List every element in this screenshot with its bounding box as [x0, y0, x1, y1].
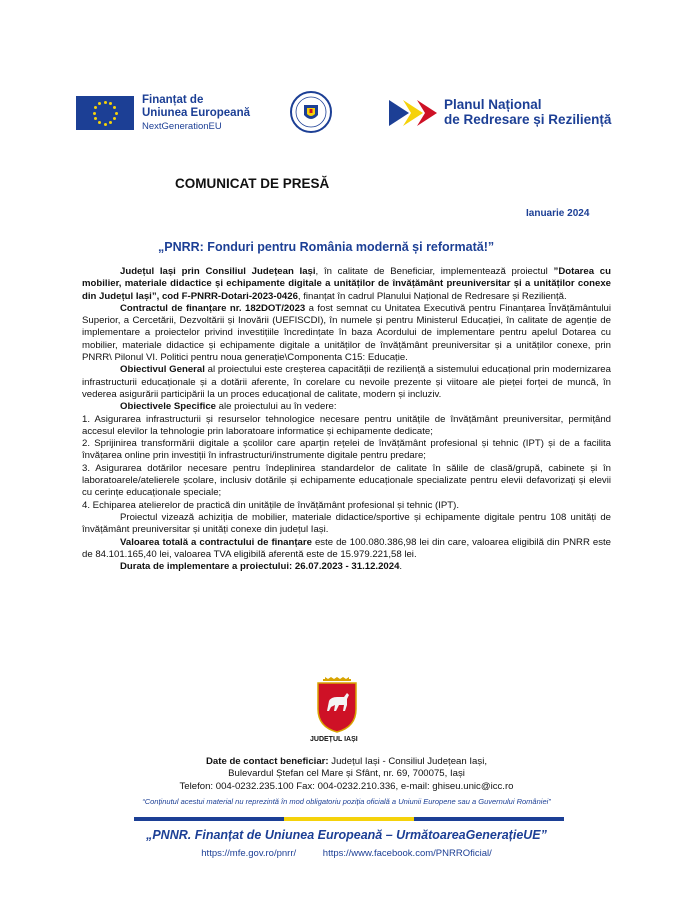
text: .: [399, 561, 403, 573]
objective-item: 1. Asigurarea infrastructurii și resurselor tehnologice necesare pentru unitățile de învățământ preuniversitar, permițând accesul elevilor la tehnologie prin laboratoare informatice și echipamente dedicate;: [82, 413, 611, 437]
document-title: COMUNICAT DE PRESĂ: [175, 176, 330, 191]
contact-line1: [82, 756, 611, 768]
bold-text: Contractul de finanțare nr. 182DOT/2023: [120, 302, 306, 314]
eu-star-icon: [109, 102, 112, 105]
paragraph-specific-objectives: [82, 401, 611, 413]
bold-text: Obiectivul General: [120, 364, 205, 376]
document-subtitle: „PNRR: Fonduri pentru România modernă și reformată!”: [158, 240, 495, 254]
footer-title: „PNNR. Finanțat de Uniunea Europeană – UrmătoareaGenerațieUE”: [146, 828, 547, 842]
pnrr-logo-text: [444, 97, 611, 127]
text: Județul Iași - Consiliul Județean Iași,: [328, 756, 487, 767]
eu-star-icon: [98, 102, 101, 105]
text: este de 100.080.386,98 lei din care, valoarea eligibilă din PNRR este de 84.101.165,40 lei, valoarea TVA eligibilă aferentă este de 15.979.221,58 lei.: [82, 536, 611, 560]
footer-divider: [134, 817, 564, 821]
bold-text: Durata de implementare a proiectului: 26.07.2023 - 31.12.2024: [120, 561, 400, 573]
eu-line3: NextGenerationEU: [142, 121, 222, 132]
contact-address: Bulevardul Ștefan cel Mare și Sfânt, nr. 69, 700075, Iași: [228, 768, 465, 780]
eu-star-icon: [104, 123, 107, 126]
romania-government-coat-of-arms-icon: [290, 91, 332, 133]
footer-links: [82, 848, 611, 859]
disclaimer: “Conținutul acestui material nu reprezintă în mod obligatoriu poziția oficială a Uniunii Europene sau a Guvernului României”: [142, 797, 551, 806]
link-facebook[interactable]: https://www.facebook.com/PNRROficial/: [322, 848, 492, 859]
text: al proiectului este creșterea capacității de reziliență a sistemului educațional prin modernizarea infrastructurii educaționale și a dotării aferente, în corelare cu nevoile prezente și viitoare ale pieței forței de muncă, în vederea asigurării participării la un proces educațional de calitate, modern și incluziv.: [82, 364, 611, 400]
paragraph-total-value: [82, 537, 611, 562]
bold-text: Valoarea totală a contractului de finanțare: [120, 536, 312, 548]
eu-star-icon: [93, 112, 96, 115]
eu-star-icon: [104, 101, 107, 104]
contact-phone-email: Telefon: 004-0232.235.100 Fax: 004-0232.210.336, e-mail: ghiseu.unic@icc.ro: [179, 780, 514, 792]
pnrr-line2: de Redresare și Reziliență: [444, 112, 612, 127]
eu-funding-logo-text: [142, 94, 250, 133]
objective-item: 2. Sprijinirea transformării digitale a școlilor care aparțin rețelei de învățământ profesional și tehnic (IPT) și de a facilita învățarea online prin investiții în infrastructuri/instrumente digitale pentru predare;: [82, 438, 611, 462]
document-date: Ianuarie 2024: [526, 208, 590, 219]
bold-text: Obiectivele Specifice: [120, 401, 216, 413]
eu-line2: Uniunea Europeană: [142, 107, 250, 119]
contact-info: [82, 756, 611, 793]
eu-star-icon: [113, 106, 116, 109]
eu-flag-icon: [76, 96, 134, 130]
paragraph-general-objective: [82, 364, 611, 401]
eu-star-icon: [113, 117, 116, 120]
bold-text: Date de contact beneficiar:: [205, 756, 329, 767]
pnrr-line1: Planul Național: [444, 97, 542, 112]
pnrr-logo-icon: [389, 100, 437, 126]
paragraph-duration: [82, 561, 611, 573]
eu-line1: Finanțat de: [142, 94, 204, 106]
eu-star-icon: [94, 106, 97, 109]
press-release-body: [82, 266, 611, 573]
text: , finanțat în cadrul Planului Național de Redresare și Reziliență.: [297, 290, 567, 302]
text: , în calitate de Beneficiar, implementează proiectul: [315, 266, 554, 277]
text: ale proiectului au în vedere:: [215, 401, 337, 413]
objective-item: 3. Asigurarea dotărilor necesare pentru îndeplinirea standardelor de calitate în sălile de clasă/grupă, cabinete și în laboratoarele/atelierele școlare, inclusiv dotările și echipamente educaționale specializate pentru elevii defavorizați și elevii cu cerințe educaționale speciale;: [82, 462, 611, 499]
paragraph-beneficiary: [82, 266, 611, 303]
objective-item: 4. Echiparea atelierelor de practică din unitățile de învățământ profesional și tehnic (IPT).: [82, 499, 460, 511]
link-mfe[interactable]: https://mfe.gov.ro/pnrr/: [201, 848, 297, 859]
iasi-county-coat-of-arms-icon: [314, 677, 360, 733]
eu-star-icon: [94, 117, 97, 120]
paragraph-contract: [82, 303, 611, 364]
bold-text: ”Dotarea cu mobilier, materiale didactice și echipamente digitale a unităților de învățământ preuniversitar și a unităților conexe din Județul Iași”, cod F-PNRR-Dotari-2023-0426: [82, 266, 611, 302]
paragraph-acquisition: Proiectul vizează achiziția de mobilier, materiale didactice/sportive și echipamente digitale pentru 108 unități de învățământ preuniversitar și unități conexe din județul Iași.: [82, 511, 611, 536]
text: a fost semnat cu Unitatea Executivă pentru Finanțarea Învățământului Superior, a Cercetării, Dezvoltării și Inovării (UEFISCDI), în numele și pentru Ministerul Educației, în calitate de agenție de implementare a proiectelor privind investițiile încredințate în baza Acordului de implementare pentru apelul Dotarea cu mobilier, materiale didactice și echipamente digitale a unităților de învățământ preuniversitar și a unităților conexe, prin PNRR\ Pilonul VI. Politici pentru noua generație\Componenta C15: Educație.: [82, 302, 611, 364]
eu-star-icon: [109, 121, 112, 124]
bold-text: Județul Iași prin Consiliul Județean Iași: [120, 266, 316, 277]
iasi-county-label: JUDEȚUL IAȘI: [310, 736, 358, 743]
eu-star-icon: [98, 121, 101, 124]
eu-star-icon: [115, 112, 118, 115]
